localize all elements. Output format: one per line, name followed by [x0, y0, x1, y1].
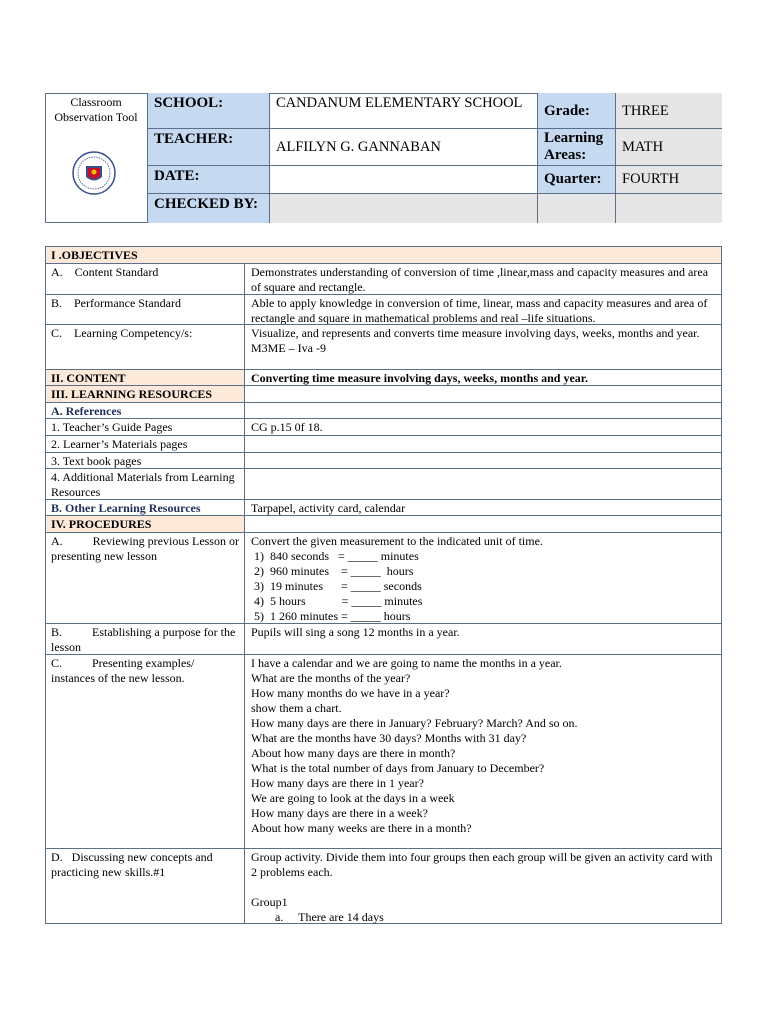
date-label: DATE:	[148, 166, 270, 194]
table-row	[45, 499, 722, 515]
blank-cell	[538, 194, 616, 223]
row-value: Tarpapel, activity card, calendar	[251, 501, 406, 515]
list-item: 4) 5 hours = _____ minutes	[251, 594, 423, 608]
blank-cell	[616, 194, 722, 223]
section-title: IV. PROCEDURES	[46, 516, 245, 532]
tool-label: Classroom Observation Tool	[54, 95, 138, 124]
teacher-label: TEACHER:	[148, 129, 270, 166]
proc-d-text: Group activity. Divide them into four groups then each group will be given an activity card with 2 problems each.	[251, 850, 713, 879]
content-text: Converting time measure involving days, weeks, months and year.	[251, 371, 589, 385]
list-item: We are going to look at the days in a week	[251, 791, 455, 805]
quarter-label: Quarter:	[538, 166, 616, 194]
tool-cell	[45, 93, 148, 223]
teacher-value: ALFILYN G. GANNABAN	[270, 129, 538, 166]
table-row	[45, 435, 722, 452]
objectives-header	[45, 246, 722, 263]
grade-value: THREE	[616, 93, 722, 129]
row-value	[245, 655, 721, 848]
table-row	[45, 654, 722, 848]
school-label: SCHOOL:	[148, 93, 270, 129]
row-label: 3. Text book pages	[46, 453, 245, 468]
list-item: 1) 840 seconds = _____ minutes	[251, 549, 419, 563]
row-value	[245, 453, 721, 468]
row-value	[245, 403, 721, 418]
row-label: 1. Teacher’s Guide Pages	[46, 419, 245, 435]
table-row	[45, 369, 722, 385]
row-label: B. Performance Standard	[46, 295, 245, 324]
table-row	[45, 515, 722, 532]
checked-by-value[interactable]	[270, 194, 538, 223]
spacer	[251, 880, 715, 895]
table-row	[45, 324, 722, 369]
row-value: CG p.15 0f 18.	[251, 420, 323, 434]
group-label: Group1	[251, 895, 288, 909]
section-title: III. LEARNING RESOURCES	[46, 386, 245, 402]
header-table	[45, 93, 722, 223]
list-item: How many days are there in January? February? March? And so on.	[251, 716, 578, 730]
row-label: B. Other Learning Resources	[46, 500, 245, 515]
row-label: A. Reviewing previous Lesson or presenting new lesson	[46, 533, 245, 623]
checked-by-label: CHECKED BY:	[148, 194, 270, 223]
date-value[interactable]	[270, 166, 538, 194]
list-item: 3) 19 minutes = _____ seconds	[251, 579, 422, 593]
row-value: Able to apply knowledge in conversion of time, linear, mass and capacity measures and area of rectangle and square in mathematical problems and real –life situations.	[251, 296, 708, 325]
row-label: D. Discussing new concepts and practicing new skills.#1	[46, 849, 245, 923]
table-row	[45, 294, 722, 324]
competency-code: M3ME – Iva -9	[251, 341, 326, 355]
table-row	[45, 623, 722, 654]
list-item: show them a chart.	[251, 701, 342, 715]
list-item: Convert the given measurement to the indicated unit of time.	[251, 534, 543, 548]
table-row	[45, 848, 722, 924]
table-row	[45, 263, 722, 294]
row-value	[245, 516, 721, 532]
list-item: How many days are there in 1 year?	[251, 776, 424, 790]
table-row	[45, 418, 722, 435]
row-value	[245, 436, 721, 452]
row-label: 2. Learner’s Materials pages	[46, 436, 245, 452]
row-label: B. Establishing a purpose for the lesson	[46, 624, 245, 654]
list-item: About how many weeks are there in a month?	[251, 821, 472, 835]
section-title: II. CONTENT	[46, 370, 245, 385]
list-item: a. There are 14 days	[275, 910, 384, 924]
deped-seal-icon	[72, 151, 116, 195]
list-item: 5) 1 260 minutes = _____ hours	[251, 609, 411, 623]
list-item: What are the months of the year?	[251, 671, 411, 685]
list-item: About how many days are there in month?	[251, 746, 456, 760]
table-row	[45, 385, 722, 402]
row-value	[245, 469, 721, 499]
row-label: A. Content Standard	[46, 264, 245, 294]
row-label: C. Learning Competency/s:	[46, 325, 245, 369]
learning-areas-value: MATH	[616, 129, 722, 166]
row-value: Demonstrates understanding of conversion of time ,linear,mass and capacity measures and area of square and rectangle.	[251, 265, 709, 294]
row-value: Pupils will sing a song 12 months in a year.	[251, 625, 460, 639]
list-item: What are the months have 30 days? Months with 31 day?	[251, 731, 527, 745]
row-value	[245, 386, 721, 402]
school-value: CANDANUM ELEMENTARY SCHOOL	[270, 93, 538, 129]
row-value	[245, 849, 721, 923]
list-item: What is the total number of days from January to December?	[251, 761, 545, 775]
row-label: C. Presenting examples/ instances of the new lesson.	[46, 655, 245, 848]
quarter-value: FOURTH	[616, 166, 722, 194]
table-row	[45, 402, 722, 418]
row-value	[245, 533, 721, 623]
table-row	[45, 532, 722, 623]
competency-text: Visualize, and represents and converts time measure involving days, weeks, months and year.	[251, 326, 700, 340]
table-row	[45, 468, 722, 499]
list-item: How many days are there in a week?	[251, 806, 428, 820]
list-item: I have a calendar and we are going to name the months in a year.	[251, 656, 562, 670]
row-value	[245, 325, 721, 369]
grade-label: Grade:	[538, 93, 616, 129]
list-item: 2) 960 minutes = _____ hours	[251, 564, 414, 578]
learning-areas-label: Learning Areas:	[538, 129, 616, 166]
section-title: I .OBJECTIVES	[51, 248, 138, 262]
row-label: A. References	[46, 403, 245, 418]
list-item: How many months do we have in a year?	[251, 686, 450, 700]
row-label: 4. Additional Materials from Learning Resources	[46, 469, 245, 499]
table-row	[45, 452, 722, 468]
